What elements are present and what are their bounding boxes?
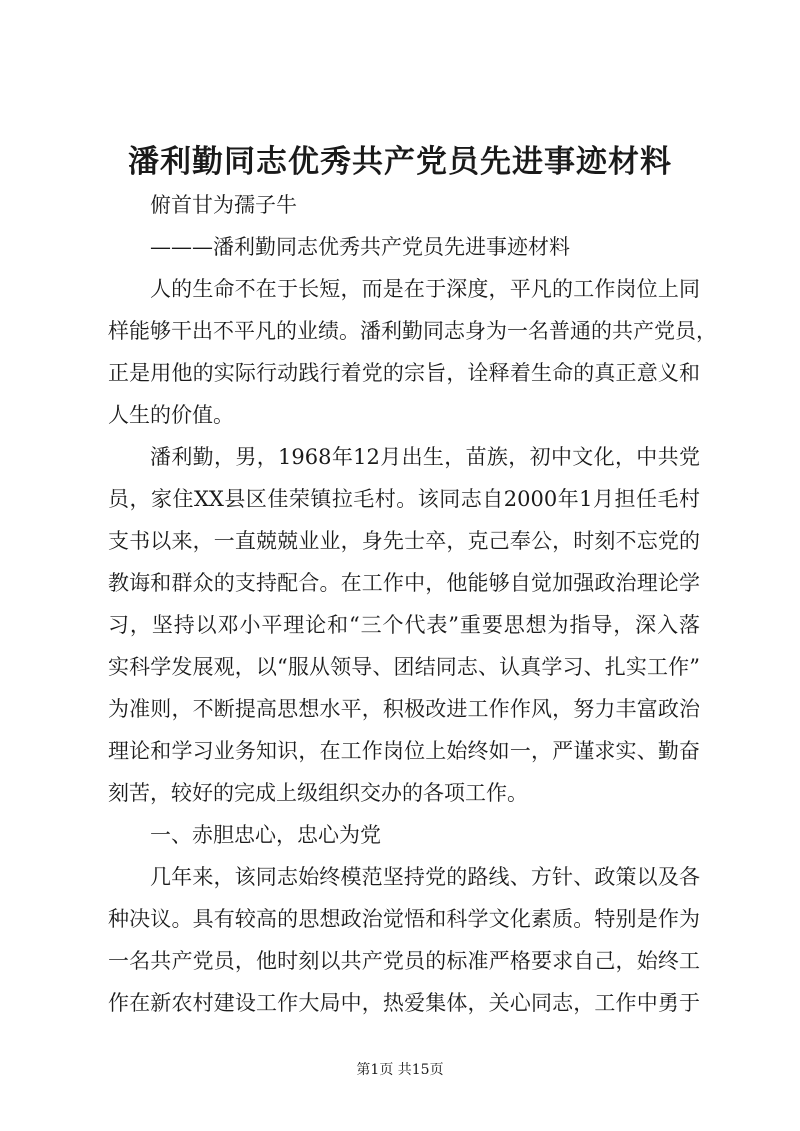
document-body (108, 184, 717, 1024)
paragraph-section-1 (108, 856, 700, 1024)
paragraph-line: 一名共产党员，他时刻以共产党员的标准严格要求自己，始终工 (108, 949, 700, 973)
subtitle-2-line: ———潘利勤同志优秀共产党员先进事迹材料 (150, 235, 570, 259)
section-heading-line: 一、赤胆忠心，忠心为党 (150, 823, 381, 847)
paragraph-line: 种决议。具有较高的思想政治觉悟和科学文化素质。特别是作为 (108, 907, 700, 931)
page-number: 第1页 共15页 (356, 1062, 444, 1078)
page-footer (0, 1060, 800, 1080)
paragraph-line: 员，家住XX县区佳荣镇拉毛村。该同志自2000年1月担任毛村 (108, 487, 700, 511)
paragraph-line: 习，坚持以邓小平理论和“三个代表”重要思想为指导，深入落 (108, 613, 700, 637)
paragraph-line: 刻苦，较好的完成上级组织交办的各项工作。 (108, 781, 528, 805)
paragraph-intro (108, 268, 717, 436)
paragraph-line: 人的生命不在于长短，而是在于深度，平凡的工作岗位上同 (150, 277, 700, 301)
paragraph-line: 教诲和群众的支持配合。在工作中，他能够自觉加强政治理论学 (108, 571, 700, 595)
paragraph-profile (108, 436, 700, 814)
paragraph-line: 正是用他的实际行动践行着党的宗旨，诠释着生命的真正意义和 (108, 361, 700, 385)
subtitle (108, 184, 700, 226)
page-title: 潘利勤同志优秀共产党员先进事迹材料 (128, 144, 672, 180)
paragraph-line: 支书以来，一直兢兢业业，身先士卒，克己奉公，时刻不忘党的 (108, 529, 700, 553)
subtitle-line: 俯首甘为孺子牛 (150, 193, 297, 217)
paragraph-line: 人生的价值。 (108, 403, 234, 427)
subtitle-2 (108, 226, 700, 268)
paragraph-line: 为准则，不断提高思想水平，积极改进工作作风，努力丰富政治 (108, 697, 700, 721)
paragraph-line: 样能够干出不平凡的业绩。潘利勤同志身为一名普通的共产党员， (108, 319, 717, 343)
paragraph-line: 潘利勤，男，1968年12月出生，苗族，初中文化，中共党 (150, 445, 700, 469)
paragraph-line: 几年来，该同志始终模范坚持党的路线、方针、政策以及各 (150, 865, 700, 889)
paragraph-line: 理论和学习业务知识，在工作岗位上始终如一，严谨求实、勤奋 (108, 739, 700, 763)
paragraph-line: 作在新农村建设工作大局中，热爱集体，关心同志，工作中勇于 (108, 991, 700, 1015)
paragraph-line: 实科学发展观，以“服从领导、团结同志、认真学习、扎实工作” (108, 655, 700, 679)
section-heading (108, 814, 700, 856)
